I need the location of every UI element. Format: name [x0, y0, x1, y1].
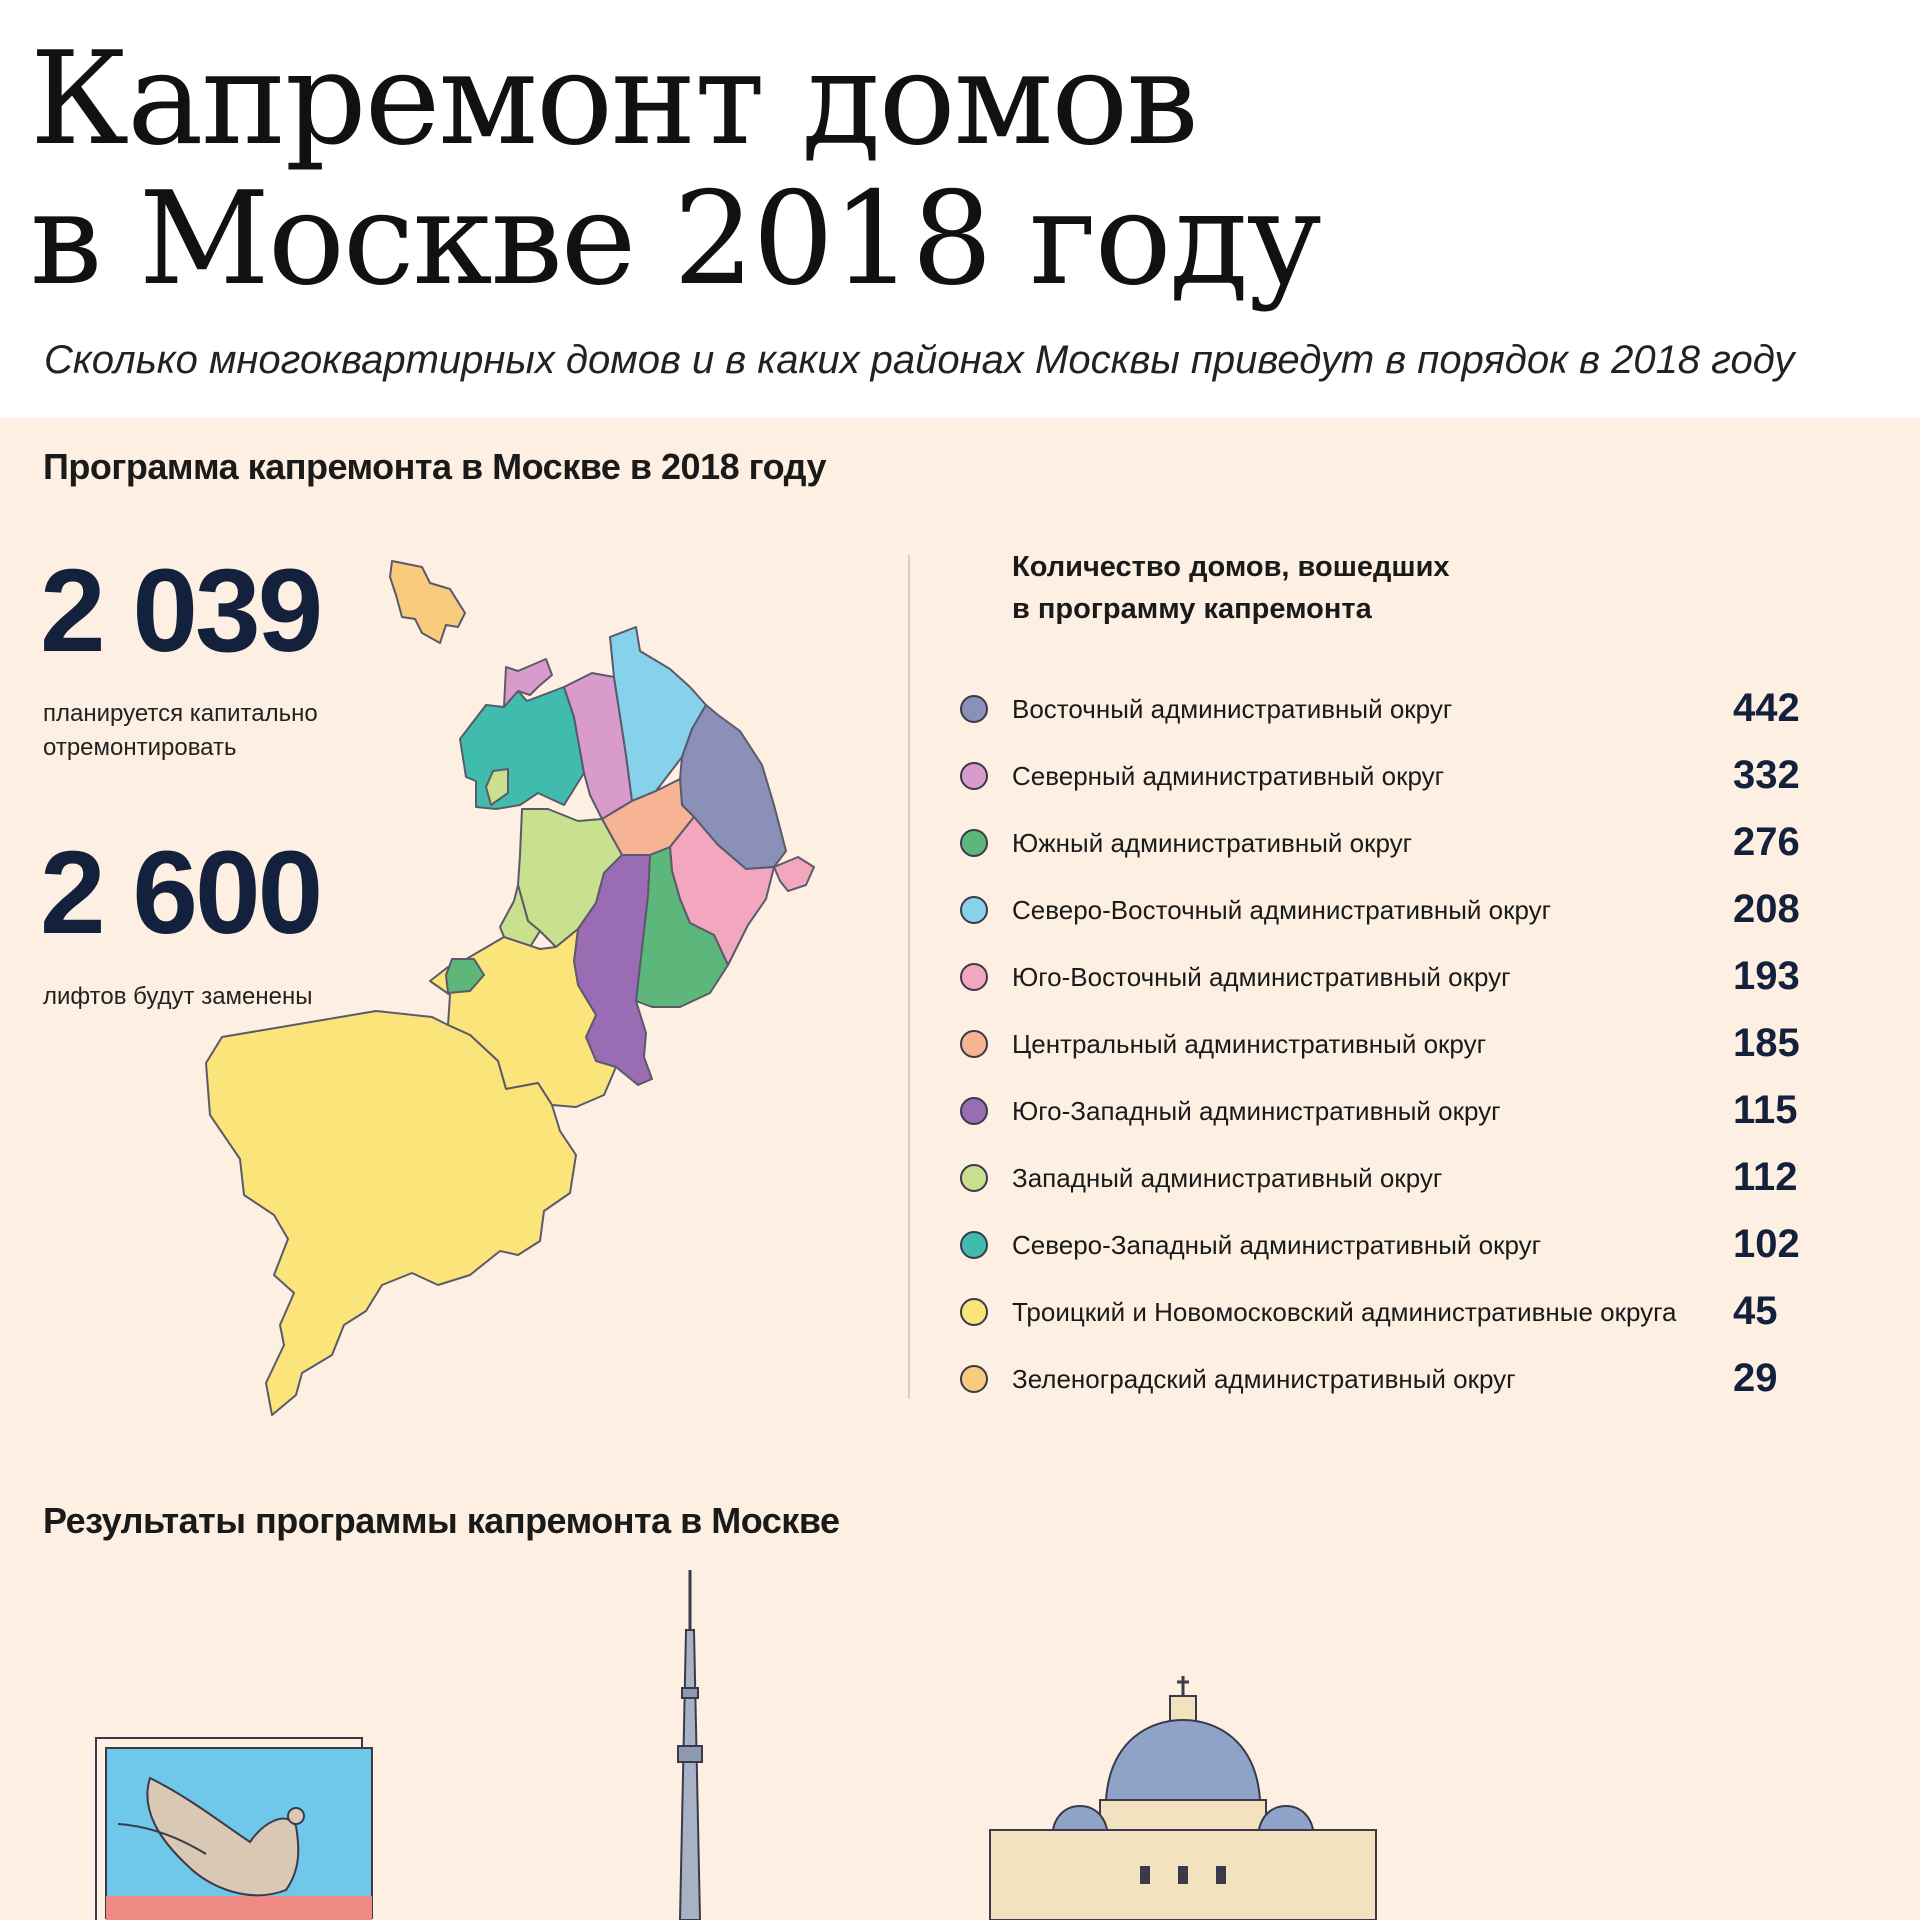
legend-swatch — [960, 762, 988, 790]
subtitle: Сколько многоквартирных домов и в каких районах Москвы приведут в порядок в 2018 году — [44, 338, 1795, 382]
legend-swatch — [960, 1365, 988, 1393]
column-divider — [908, 555, 910, 1399]
elevators-count: 2 600 — [40, 827, 321, 959]
program-section-title: Программа капремонта в Москве в 2018 году — [43, 446, 826, 487]
results-section-title: Результаты программы капремонта в Москве — [43, 1500, 840, 1541]
tv-tower-icon — [678, 1570, 702, 1920]
legend-label: Южный административный округ — [1012, 828, 1413, 858]
title-line-2: в Москве 2018 году — [30, 165, 1320, 314]
legend-swatch — [960, 896, 988, 924]
legend-swatch — [960, 1097, 988, 1125]
legend-value: 115 — [1733, 1088, 1798, 1132]
houses-caption-line-2: отремонтировать — [43, 734, 237, 761]
map-szao — [460, 687, 584, 809]
legend-label: Юго-Восточный административный округ — [1012, 962, 1511, 992]
legend-swatch — [960, 1164, 988, 1192]
legend-label: Центральный административный округ — [1012, 1029, 1487, 1059]
domed-building-icon — [990, 1676, 1376, 1920]
legend-value: 45 — [1733, 1289, 1778, 1333]
legend-label: Зеленоградский административный округ — [1012, 1364, 1516, 1394]
legend-label: Северный административный округ — [1012, 761, 1445, 791]
legend-label: Северо-Восточный административный округ — [1012, 895, 1552, 925]
houses-count: 2 039 — [40, 545, 321, 677]
map-zelao — [390, 561, 465, 643]
legend-label: Троицкий и Новомосковский административные округа — [1012, 1297, 1677, 1327]
chart-title — [1012, 546, 1532, 630]
legend-swatch — [960, 1030, 988, 1058]
legend-swatch — [960, 963, 988, 991]
moscow-districts-map — [200, 555, 860, 1425]
legend-value: 332 — [1733, 753, 1800, 797]
legend-value: 208 — [1733, 887, 1800, 931]
coat-of-arms-icon — [96, 1738, 372, 1920]
legend-value: 185 — [1733, 1021, 1800, 1065]
chart-title-line-2: в программу капремонта — [1012, 593, 1372, 625]
map-vao-exclave — [774, 857, 814, 891]
legend-label: Восточный административный округ — [1012, 694, 1453, 724]
header — [0, 0, 1920, 418]
houses-caption-line-1: планируется капитально — [43, 700, 318, 727]
legend-label: Северо-Западный административный округ — [1012, 1230, 1542, 1260]
chart-title-line-1: Количество домов, вошедших — [1012, 551, 1450, 583]
legend-label: Юго-Западный административный округ — [1012, 1096, 1501, 1126]
page-title — [30, 25, 1320, 314]
legend-swatch — [960, 829, 988, 857]
legend-swatch — [960, 1298, 988, 1326]
legend-value: 442 — [1733, 686, 1800, 730]
results-illustration — [0, 1570, 1920, 1920]
legend-swatch — [960, 695, 988, 723]
legend-value: 276 — [1733, 820, 1800, 864]
title-line-1: Капремонт домов — [30, 25, 1197, 174]
legend-value: 102 — [1733, 1222, 1800, 1266]
legend-value: 112 — [1733, 1155, 1798, 1199]
legend-swatch — [960, 1231, 988, 1259]
elevators-caption: лифтов будут заменены — [43, 983, 313, 1010]
legend-label: Западный административный округ — [1012, 1163, 1443, 1193]
legend-value: 29 — [1733, 1356, 1778, 1400]
legend-value: 193 — [1733, 954, 1800, 998]
